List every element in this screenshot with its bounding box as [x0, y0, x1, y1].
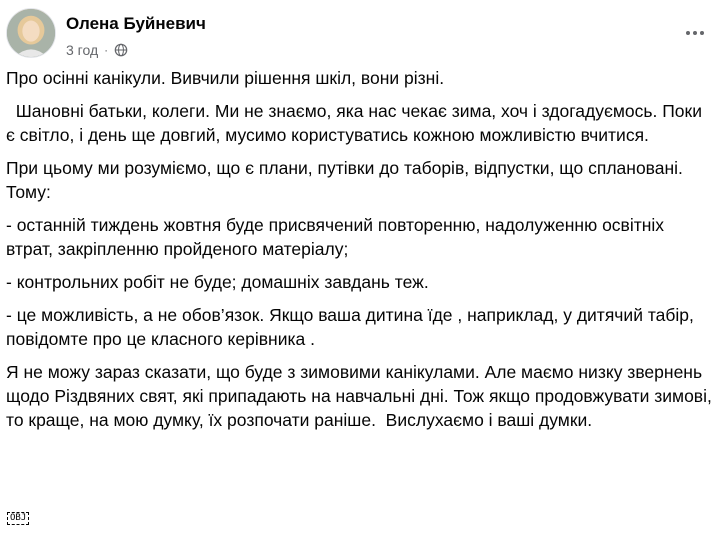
more-options-dot	[700, 31, 704, 35]
post-paragraph: Шановні батьки, колеги. Ми не знаємо, яка нас чекає зима, хоч і здогадуємось. Поки є світло, і день ще довгий, мусимо користуватись кожною можливістю вчитися.	[6, 101, 707, 145]
more-options-dot	[693, 31, 697, 35]
post-paragraph: Про осінні канікули. Вивчили рішення шкіл, вони різні.	[6, 68, 445, 88]
post-paragraph: Я не можу зараз сказати, що буде з зимовими канікулами. Але маємо низку звернень щодо Різдвяних свят, які припадають на навчальні дні. Тож якщо продовжувати зимові, то краще, на мою думку, їх розпочати раніше. Вислухаємо і ваші думки.	[6, 362, 717, 430]
post-text	[6, 66, 717, 441]
more-options-icon	[686, 31, 690, 35]
post-header	[6, 6, 712, 60]
avatar-photo-icon	[7, 9, 55, 57]
globe-icon	[114, 43, 128, 57]
object-replacement-marker: OBJ	[7, 512, 29, 525]
more-options-button[interactable]	[680, 18, 710, 48]
post-paragraph: - останній тиждень жовтня буде присвячений повторенню, надолуженню освітніх втрат, закріпленню пройденого матеріалу;	[6, 215, 669, 259]
post-timestamp[interactable]: 3 год	[66, 42, 99, 58]
meta-separator: ·	[104, 43, 109, 57]
post-meta	[66, 42, 128, 58]
post-paragraph: При цьому ми розуміємо, що є плани, путівки до таборів, відпустки, що сплановані. Тому:	[6, 158, 693, 202]
post-paragraph: - контрольних робіт не буде; домашніх завдань теж.	[6, 272, 429, 292]
post-paragraph: - це можливість, а не обов’язок. Якщо ваша дитина їде , наприклад, у дитячий табір, повідомте про це класного керівника .	[6, 305, 699, 349]
author-name[interactable]: Олена Буйневич	[66, 14, 206, 33]
author-avatar[interactable]	[6, 8, 56, 58]
